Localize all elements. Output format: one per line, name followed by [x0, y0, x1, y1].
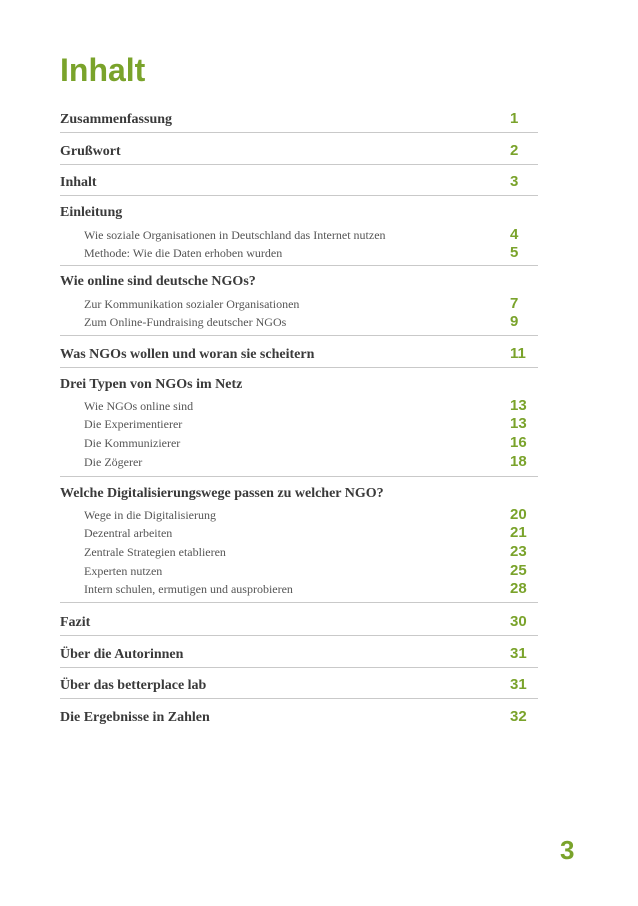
toc-entry-autorinnen[interactable] [60, 645, 530, 663]
toc-page-number: 7 [510, 295, 519, 312]
toc-subentry[interactable] [84, 562, 530, 579]
toc-page-number: 4 [510, 226, 519, 243]
toc-section-einleitung[interactable] [60, 205, 530, 221]
toc-subentry[interactable] [84, 415, 530, 432]
toc-section-typen[interactable] [60, 377, 530, 393]
toc-entry-betterplace[interactable] [60, 676, 530, 694]
toc-subentry[interactable] [84, 295, 530, 312]
toc-label: Intern schulen, ermutigen und ausprobieren [84, 582, 293, 596]
toc-subentry[interactable] [84, 543, 530, 560]
toc-label: Methode: Wie die Daten erhoben wurden [84, 246, 283, 260]
toc-subentry[interactable] [84, 313, 530, 330]
divider [60, 265, 538, 266]
divider [60, 667, 538, 668]
toc-page-number: 23 [510, 543, 527, 560]
toc-subentry[interactable] [84, 434, 530, 451]
divider [60, 698, 538, 699]
toc-label: Über das betterplace lab [60, 678, 207, 693]
toc-subentry[interactable] [84, 524, 530, 541]
toc-page-number: 3 [510, 173, 519, 190]
toc-page-number: 28 [510, 580, 527, 597]
toc-label: Die Experimentierer [84, 417, 183, 431]
toc-label: Die Zögerer [84, 455, 143, 469]
toc-entry-zusammenfassung[interactable] [60, 110, 530, 128]
divider [60, 132, 538, 133]
toc-page-number: 16 [510, 434, 527, 451]
toc-subentry[interactable] [84, 397, 530, 414]
toc-label: Drei Typen von NGOs im Netz [60, 377, 243, 392]
toc-label: Zum Online-Fundraising deutscher NGOs [84, 315, 287, 329]
toc-label: Zur Kommunikation sozialer Organisationen [84, 297, 300, 311]
toc-page-number: 18 [510, 453, 527, 470]
toc-label: Zentrale Strategien etablieren [84, 545, 226, 559]
toc-page-number: 11 [510, 345, 526, 362]
toc-label: Was NGOs wollen und woran sie scheitern [60, 347, 315, 362]
toc-label: Grußwort [60, 144, 121, 159]
toc-page-number: 13 [510, 415, 527, 432]
toc-page-number: 31 [510, 645, 527, 662]
toc-page-number: 20 [510, 506, 527, 523]
toc-subentry[interactable] [84, 453, 530, 470]
divider [60, 602, 538, 603]
toc-page-number: 9 [510, 313, 519, 330]
divider [60, 335, 538, 336]
toc-entry-inhalt[interactable] [60, 173, 530, 191]
page-number: 3 [560, 835, 575, 865]
toc-label: Wie NGOs online sind [84, 399, 194, 413]
divider [60, 195, 538, 196]
toc-label: Wie online sind deutsche NGOs? [60, 274, 256, 289]
toc-label: Über die Autorinnen [60, 647, 184, 662]
toc-label: Welche Digitalisierungswege passen zu welcher NGO? [60, 486, 384, 501]
toc-label: Die Ergebnisse in Zahlen [60, 710, 210, 725]
toc-subentry[interactable] [84, 580, 530, 597]
toc-subentry[interactable] [84, 244, 530, 261]
toc-label: Dezentral arbeiten [84, 526, 173, 540]
divider [60, 476, 538, 477]
toc-entry-ergebnisse[interactable] [60, 708, 530, 726]
toc-section-wege[interactable] [60, 486, 530, 502]
toc-page-number: 32 [510, 708, 527, 725]
toc-label: Experten nutzen [84, 564, 163, 578]
page-title: Inhalt [60, 52, 146, 88]
divider [60, 367, 538, 368]
divider [60, 635, 538, 636]
toc-label: Inhalt [60, 175, 97, 190]
toc-section-online[interactable] [60, 274, 530, 290]
toc-label: Wege in die Digitalisierung [84, 508, 216, 522]
toc-entry-fazit[interactable] [60, 613, 530, 631]
toc-label: Die Kommunizierer [84, 436, 181, 450]
toc-label: Zusammenfassung [60, 112, 173, 127]
toc-label: Einleitung [60, 205, 123, 220]
toc-page-number: 31 [510, 676, 527, 693]
divider [60, 164, 538, 165]
toc-page-number: 21 [510, 524, 527, 541]
toc-label: Wie soziale Organisationen in Deutschland das Internet nutzen [84, 228, 386, 242]
toc-page-number: 13 [510, 397, 527, 414]
toc-entry-wollen[interactable] [60, 345, 530, 363]
toc-label: Fazit [60, 615, 91, 630]
toc-page-number: 30 [510, 613, 527, 630]
toc-subentry[interactable] [84, 226, 530, 243]
toc-subentry[interactable] [84, 506, 530, 523]
toc-page-number: 1 [510, 110, 519, 127]
toc-entry-grusswort[interactable] [60, 142, 530, 160]
toc-page-number: 25 [510, 562, 527, 579]
toc-page-number: 2 [510, 142, 519, 159]
toc-page-number: 5 [510, 244, 519, 261]
